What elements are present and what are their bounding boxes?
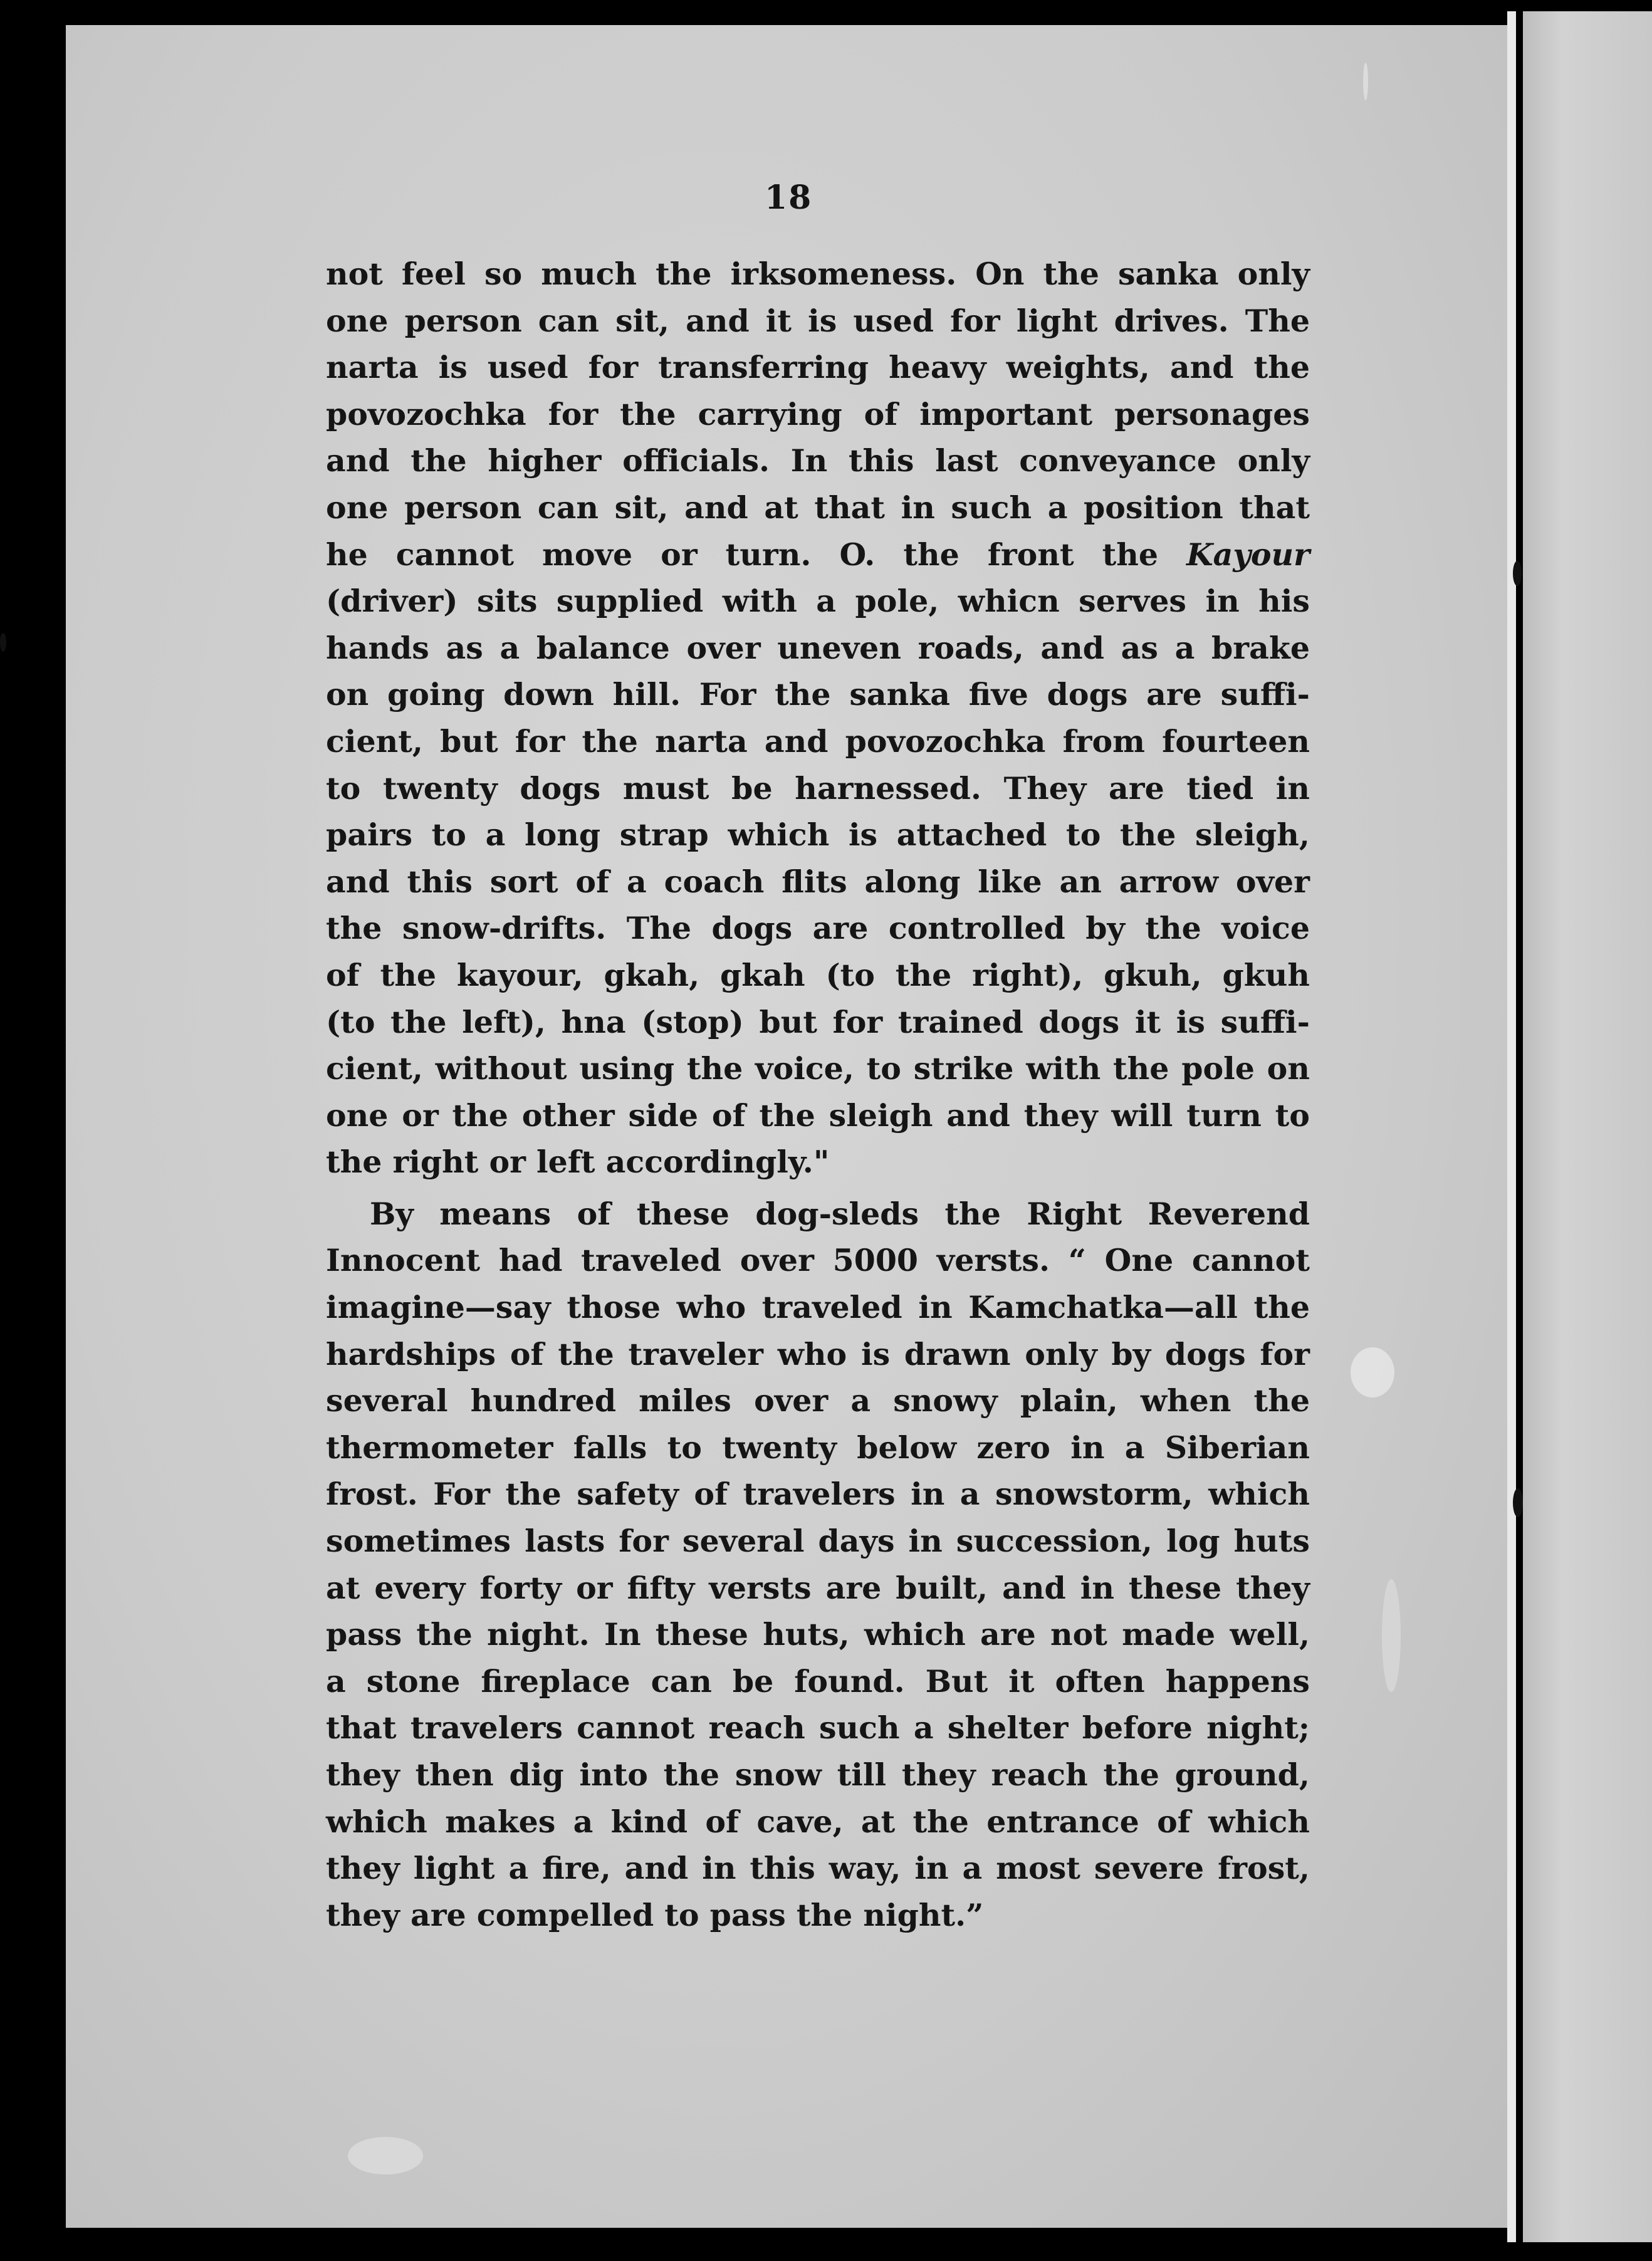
binding-mark	[1513, 561, 1522, 586]
text-line: several hundred miles over a snowy plain, when the	[326, 1382, 1310, 1419]
text-line: a stone fireplace can be found. But it often happens	[326, 1663, 1310, 1700]
text-line: cient, but for the narta and povozochka from fourteen	[326, 723, 1310, 760]
text-line: By means of these dog-sleds the Right Reverend	[370, 1195, 1310, 1232]
paper-speck	[1351, 1347, 1394, 1397]
text-line: (to the left), hna (stop) but for trained dogs it is suffi-	[326, 1003, 1310, 1040]
text-line: pairs to a long strap which is attached to the sleigh,	[326, 817, 1310, 854]
text-line: povozochka for the carrying of important personages	[326, 395, 1310, 432]
text-line: narta is used for transferring heavy weights, and the	[326, 349, 1310, 386]
text-line: one person can sit, and it is used for light drives. The	[326, 302, 1310, 339]
body-text	[326, 251, 1310, 1938]
text-line: hardships of the traveler who is drawn only by dogs for	[326, 1335, 1310, 1372]
text-line: imagine—say those who traveled in Kamchatka—all the	[326, 1289, 1310, 1326]
text-line: the snow-drifts. The dogs are controlled by the voice	[326, 910, 1310, 947]
text-line: (driver) sits supplied with a pole, whicn serves in his	[326, 583, 1310, 620]
text-line: the right or left accordingly."	[326, 1144, 830, 1181]
text-line: and the higher officials. In this last conveyance only	[326, 442, 1310, 479]
text-line: thermometer falls to twenty below zero in a Siberian	[326, 1429, 1310, 1466]
text-line: of the kayour, gkah, gkah (to the right), gkuh, gkuh	[326, 956, 1310, 993]
text-line: hands as a balance over uneven roads, and as a brake	[326, 629, 1310, 666]
text-line: they are compelled to pass the night.”	[326, 1896, 984, 1933]
paragraph	[326, 251, 1310, 1186]
page-number: 18	[765, 179, 813, 217]
paper-speck	[1382, 1579, 1401, 1692]
text-line: he cannot move or turn. O. the front the Kayour	[326, 536, 1310, 573]
text-line: not feel so much the irksomeness. On the sanka only	[326, 256, 1310, 292]
text-line: sometimes lasts for several days in succession, log huts	[326, 1523, 1310, 1560]
text-line: on going down hill. For the sanka five dogs are suffi-	[326, 676, 1310, 713]
text-line: that travelers cannot reach such a shelter before night;	[326, 1710, 1310, 1747]
binding-mark	[0, 633, 6, 652]
text-line: and this sort of a coach flits along like an arrow over	[326, 863, 1310, 900]
adjacent-page	[1523, 11, 1652, 2242]
paragraph-gap	[326, 1186, 1310, 1191]
text-line: at every forty or fifty versts are built, and in these they	[326, 1569, 1310, 1606]
italic-term: Kayour	[1186, 536, 1310, 573]
text-line: cient, without using the voice, to strike with the pole on	[326, 1050, 1310, 1087]
paper-speck	[348, 2137, 423, 2175]
text-line: Innocent had traveled over 5000 versts. “ One cannot	[326, 1242, 1310, 1279]
paragraph	[326, 1191, 1310, 1939]
text-line: they then dig into the snow till they reach the ground,	[326, 1757, 1310, 1793]
text-line: one person can sit, and at that in such a position that	[326, 489, 1310, 526]
text-line: which makes a kind of cave, at the entrance of which	[326, 1803, 1310, 1840]
page-edge	[1507, 11, 1516, 2242]
text-line: they light a fire, and in this way, in a most severe frost,	[326, 1850, 1310, 1887]
text-line: to twenty dogs must be harnessed. They are tied in	[326, 770, 1310, 807]
paper-speck	[1363, 63, 1368, 100]
binding-mark	[1513, 1488, 1523, 1517]
text-line: pass the night. In these huts, which are not made well,	[326, 1616, 1310, 1653]
text-line: frost. For the safety of travelers in a snowstorm, which	[326, 1476, 1310, 1513]
text-line: one or the other side of the sleigh and they will turn to	[326, 1097, 1310, 1134]
